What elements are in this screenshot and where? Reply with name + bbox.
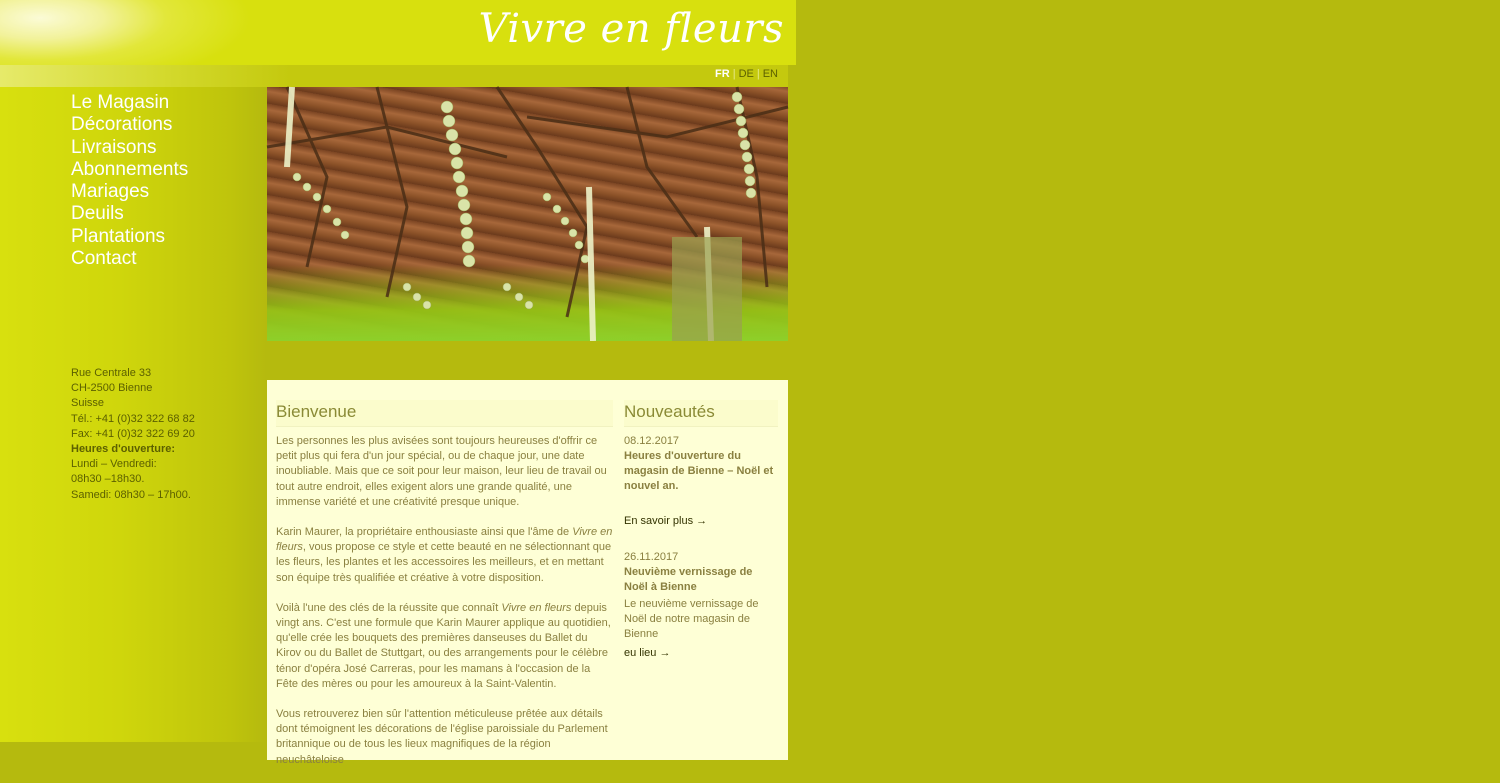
- address-phone: Tél.: +41 (0)32 322 68 82: [71, 412, 195, 425]
- nav-item-livraisons[interactable]: Livraisons: [71, 136, 157, 158]
- lang-de[interactable]: DE: [738, 68, 754, 80]
- welcome-paragraph-2: [276, 525, 613, 586]
- header: [0, 0, 796, 65]
- hero-band: [267, 341, 788, 367]
- news-section: [624, 400, 778, 661]
- news-date: 08.12.2017: [624, 435, 680, 447]
- read-more-link[interactable]: eu lieu →: [624, 646, 671, 659]
- welcome-title: Bienvenue: [276, 400, 613, 427]
- news-item: [624, 550, 778, 661]
- spacer: [624, 495, 778, 511]
- hanging-decoration-illustration: [267, 87, 788, 341]
- news-headline: Heures d'ouverture du magasin de Bienne – Noël et nouvel an.: [624, 450, 774, 493]
- hours-title: Heures d'ouverture:: [71, 443, 176, 456]
- address-block: [71, 366, 195, 503]
- news-date: 26.11.2017: [624, 550, 679, 563]
- news-headline: Neuvième vernissage de Noël à Bienne: [624, 565, 753, 593]
- nav-item-contact[interactable]: Contact: [71, 248, 137, 270]
- address-street: Rue Centrale 33: [71, 367, 152, 379]
- spacer: [624, 529, 778, 543]
- welcome-paragraph-4: Vous retrouverez bien sûr l'attention méticuleuse prêtée aux détails dont témoignent les décorations de l'église paroissiale du Parlement britannique ou de tous les lieux magnifiques de la région neuchâteloise: [276, 708, 608, 766]
- hours-saturday: Samedi: 08h30 – 17h00.: [71, 488, 191, 501]
- text-span: Voilà l'une des clés de la réussite que connaît: [276, 601, 502, 614]
- welcome-paragraph-1: Les personnes les plus avisées sont toujours heureuses d'offrir ce petit plus qui fera d'un jour spécial, ou de chaque jour, une date inoubliable. Mais que ce soit pour leur maison, leur lieu de travail ou tout autre endroit, elles exigent alors une grande qualité, une immense variété et une créativité presque unique.: [276, 435, 607, 508]
- address-fax: Fax: +41 (0)32 322 69 20: [71, 427, 195, 440]
- hours-weekdays: Lundi – Vendredi:: [71, 458, 157, 471]
- text-span: depuis vingt ans. C'est une formule que Karin Maurer applique au quotidien, qu'elle crée les bouquets des premières danseuses du Ballet du Kirov ou du Ballet de Stuttgart, ou des arrangements pour le célèbre ténor d'opéra José Carreras, pour les mamans à l'occasion de la Fête des mères ou pour les amoureux à la Saint-Valentin.: [276, 601, 611, 690]
- content-panel: [267, 380, 788, 766]
- nav-item-abonnements[interactable]: Abonnements: [71, 158, 189, 180]
- welcome-paragraph-3: [276, 601, 613, 692]
- nav-item-mariages[interactable]: Mariages: [71, 181, 150, 203]
- text-span: Karin Maurer, la propriétaire enthousiaste ainsi que l'âme de: [276, 526, 573, 539]
- lang-fr[interactable]: FR: [715, 68, 730, 80]
- text-span: , vous propose ce style et cette beauté en ne sélectionnant que les fleurs, les plantes et les accessoires les meilleurs, et en mettant son équipe très qualifiée et créative à votre disposition.: [276, 541, 612, 584]
- welcome-section: [276, 400, 613, 783]
- address-city: CH-2500 Bienne: [71, 382, 153, 395]
- language-switcher: [715, 68, 778, 80]
- brand-mention: Vivre en fleurs: [276, 526, 613, 554]
- hours-weekdays-time: 08h30 –18h30.: [71, 473, 145, 486]
- logo[interactable]: Vivre en fleurs: [478, 6, 784, 52]
- address-country: Suisse: [71, 397, 105, 410]
- nav-item-magasin[interactable]: Le Magasin: [71, 92, 170, 113]
- lang-en[interactable]: EN: [762, 68, 778, 80]
- news-item: [624, 434, 778, 529]
- lang-separator: |: [756, 68, 760, 80]
- news-text: Le neuvième vernissage de Noël de notre magasin de Bienne: [624, 598, 759, 641]
- brand-mention: Vivre en fleurs: [501, 601, 572, 614]
- nav-item-decorations[interactable]: Décorations: [71, 114, 173, 136]
- language-bar: [0, 65, 788, 87]
- read-more-link[interactable]: En savoir plus →: [624, 514, 708, 527]
- news-title: Nouveautés: [624, 400, 778, 427]
- lang-separator: |: [732, 68, 736, 80]
- hero-image: [267, 87, 788, 341]
- nav-item-deuils[interactable]: Deuils: [71, 203, 124, 225]
- main-nav: [71, 92, 188, 270]
- nav-item-plantations[interactable]: Plantations: [71, 225, 166, 247]
